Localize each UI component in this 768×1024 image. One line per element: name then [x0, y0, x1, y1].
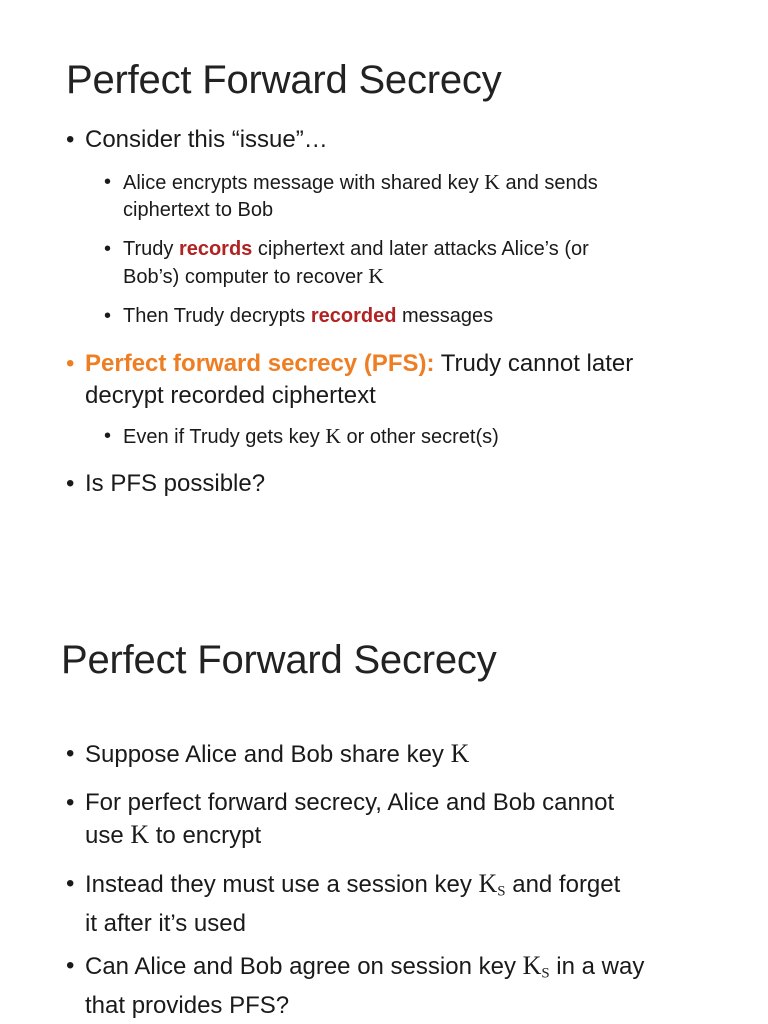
text-run: and forget	[505, 871, 621, 898]
text-run: Then Trudy decrypts	[123, 305, 311, 327]
pfs-label: Perfect forward secrecy (PFS):	[85, 350, 435, 377]
sub-bullet-even-if	[104, 423, 499, 451]
slide-1-title: Perfect Forward Secrecy	[66, 58, 502, 102]
text-run: Can Alice and Bob agree on session key	[85, 953, 523, 980]
text-run: and sends	[499, 172, 598, 194]
text-run: or other secret(s)	[340, 426, 499, 448]
key-k-symbol: K	[368, 264, 384, 288]
bullet-dot: •	[104, 305, 112, 327]
key-k-symbol: K	[325, 424, 341, 448]
sub-bullet-trudy-decrypts	[104, 303, 493, 330]
bullet-dot: •	[104, 425, 112, 447]
emphasis-recorded: recorded	[310, 305, 397, 327]
text-run: decrypt recorded ciphertext	[85, 382, 376, 409]
text-run: For perfect forward secrecy, Alice and Bob cannot	[85, 789, 615, 816]
text-run: that provides PFS?	[85, 991, 290, 1019]
bullet-session-key	[66, 868, 620, 940]
bullet-share-key	[66, 738, 469, 771]
subscript-s: S	[541, 965, 550, 982]
subscript-s: S	[497, 883, 506, 900]
bullet-pfs-definition	[66, 348, 633, 412]
text-run: Trudy cannot later	[434, 350, 634, 377]
bullet-dot: •	[66, 740, 75, 767]
bullet-dot: •	[104, 171, 112, 193]
bullet-dot: •	[104, 238, 112, 260]
bullet-dot: •	[66, 952, 75, 979]
bullet-dot: •	[66, 350, 75, 377]
sub-bullet-trudy-records	[104, 236, 589, 291]
key-k-symbol: K	[130, 820, 150, 849]
text-run: Trudy	[123, 238, 179, 260]
bullet-pfs-possible	[66, 468, 265, 500]
key-k-symbol: K	[478, 869, 498, 898]
bullet-dot: •	[66, 789, 75, 816]
key-k-symbol: K	[484, 170, 500, 194]
bullet-dot: •	[66, 470, 75, 497]
text-run: Alice encrypts message with shared key	[123, 172, 485, 194]
sub-bullet-alice	[104, 169, 598, 224]
text-run: ciphertext to Bob	[123, 199, 274, 221]
bullet-agree-session-key	[66, 950, 644, 1022]
bullet-possible-text: Is PFS possible?	[85, 470, 266, 497]
bullet-cannot-use-k	[66, 787, 614, 852]
text-run: Suppose Alice and Bob share key	[85, 741, 451, 768]
text-run: in a way	[549, 953, 645, 980]
text-run: use	[85, 822, 131, 849]
bullet-consider-text: Consider this “issue”…	[85, 126, 328, 153]
bullet-consider	[66, 124, 328, 156]
emphasis-records: records	[178, 238, 253, 260]
slide-2	[0, 600, 768, 1024]
text-run: Instead they must use a session key	[85, 871, 479, 898]
text-run: messages	[396, 305, 494, 327]
key-k-symbol: K	[450, 739, 470, 768]
bullet-dot: •	[66, 126, 75, 153]
text-run: Even if Trudy gets key	[123, 426, 326, 448]
text-run: it after it’s used	[85, 909, 246, 937]
text-run: to encrypt	[149, 822, 262, 849]
key-k-symbol: K	[522, 951, 542, 980]
text-run: Bob’s) computer to recover	[123, 266, 369, 288]
slide-2-title: Perfect Forward Secrecy	[61, 638, 497, 682]
bullet-dot: •	[66, 870, 75, 897]
text-run: ciphertext and later attacks Alice’s (or	[252, 238, 589, 260]
